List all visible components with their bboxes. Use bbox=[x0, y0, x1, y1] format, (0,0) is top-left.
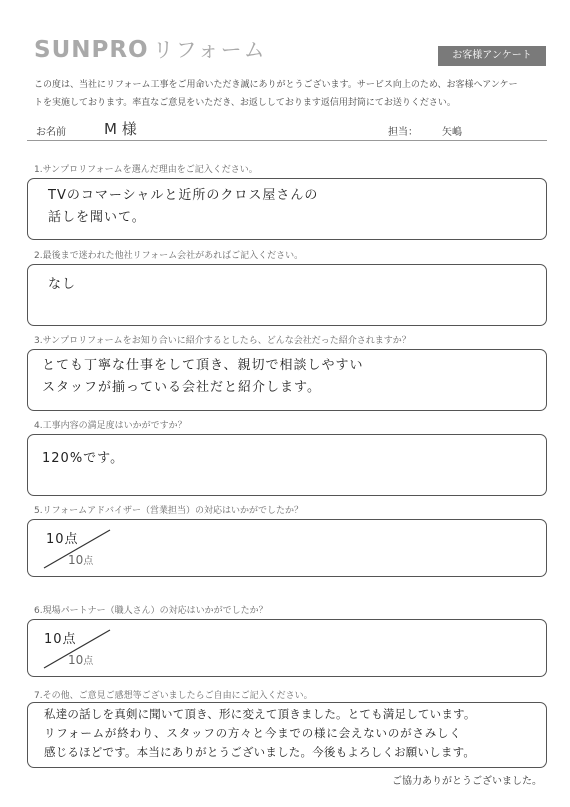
thanks-text: ご協力ありがとうございました。 bbox=[392, 776, 542, 787]
score-scale bbox=[68, 652, 93, 667]
score-scale bbox=[68, 552, 93, 567]
intro-line: この度は、当社にリフォーム工事をご用命いただき誠にありがとうございます。サービス向上のため、お客様へアンケー bbox=[34, 80, 518, 90]
max-score: 10 bbox=[68, 653, 84, 667]
answer-line: TVのコマーシャルと近所のクロス屋さんの bbox=[48, 188, 319, 203]
answer-box-7 bbox=[27, 702, 547, 768]
question-1-label: 1.サンプロリフォームを選んだ理由をご記入ください。 bbox=[34, 165, 258, 175]
question-3-label: 3.サンプロリフォームをお知り合いに紹介するとしたら、どんな会社だった紹介されますか？ bbox=[34, 336, 411, 346]
answer-box-1 bbox=[27, 178, 547, 240]
answer-line: 感じるほどです。本当にありがとうございました。今後もよろしくお願いします。 bbox=[44, 745, 476, 759]
intro-line: トを実施しております。率直なご意見をいただき、お返ししております返信用封筒にてお送りください。 bbox=[34, 98, 456, 108]
answer-box-4 bbox=[27, 434, 547, 496]
answer-line: 話しを聞いて。 bbox=[48, 210, 146, 225]
staff-label: 担当： bbox=[388, 127, 418, 138]
name-label: お名前 bbox=[36, 127, 66, 138]
brand-logo bbox=[34, 34, 267, 64]
answer-line: なし bbox=[48, 277, 77, 292]
question-2-label: 2.最後まで迷われた他社リフォーム会社があればご記入ください。 bbox=[34, 251, 304, 261]
brand-sub: リフォーム bbox=[152, 38, 267, 62]
score-unit: 点 bbox=[83, 556, 94, 567]
name-value: M 様 bbox=[104, 120, 137, 138]
brand-name: SUNPRO bbox=[34, 37, 149, 63]
answer-box-3 bbox=[27, 349, 547, 411]
answer-line: 私達の話しを真剣に聞いて頂き、形に変えて頂きました。とても満足しています。 bbox=[44, 707, 476, 721]
intro-text bbox=[34, 76, 550, 112]
handwritten-score: 10点 bbox=[44, 632, 77, 647]
score-unit: 点 bbox=[83, 656, 94, 667]
answer-line: リフォームが終わり、スタッフの方々と今までの様に会えないのがさみしく bbox=[44, 726, 462, 740]
answer-line: 120%です。 bbox=[42, 451, 125, 466]
question-5-label: 5.リフォームアドバイザー（営業担当）の対応はいかがでしたか？ bbox=[34, 506, 303, 516]
answer-box-6 bbox=[27, 619, 547, 677]
survey-badge: お客様アンケート bbox=[438, 46, 546, 66]
answer-box-2 bbox=[27, 264, 547, 326]
question-4-label: 4.工事内容の満足度はいかがですか？ bbox=[34, 421, 187, 431]
question-7-label: 7.その他、ご意見ご感想等ございましたらご自由にご記入ください。 bbox=[34, 691, 313, 701]
question-6-label: 6.現場パートナー（職人さん）の対応はいかがでしたか？ bbox=[34, 606, 268, 616]
staff-value: 矢嶋 bbox=[442, 127, 462, 138]
answer-line: スタッフが揃っている会社だと紹介します。 bbox=[42, 380, 321, 395]
max-score: 10 bbox=[68, 553, 84, 567]
answer-line: とても丁寧な仕事をして頂き、親切で相談しやすい bbox=[42, 358, 364, 373]
handwritten-score: 10点 bbox=[46, 532, 79, 547]
answer-box-5 bbox=[27, 519, 547, 577]
